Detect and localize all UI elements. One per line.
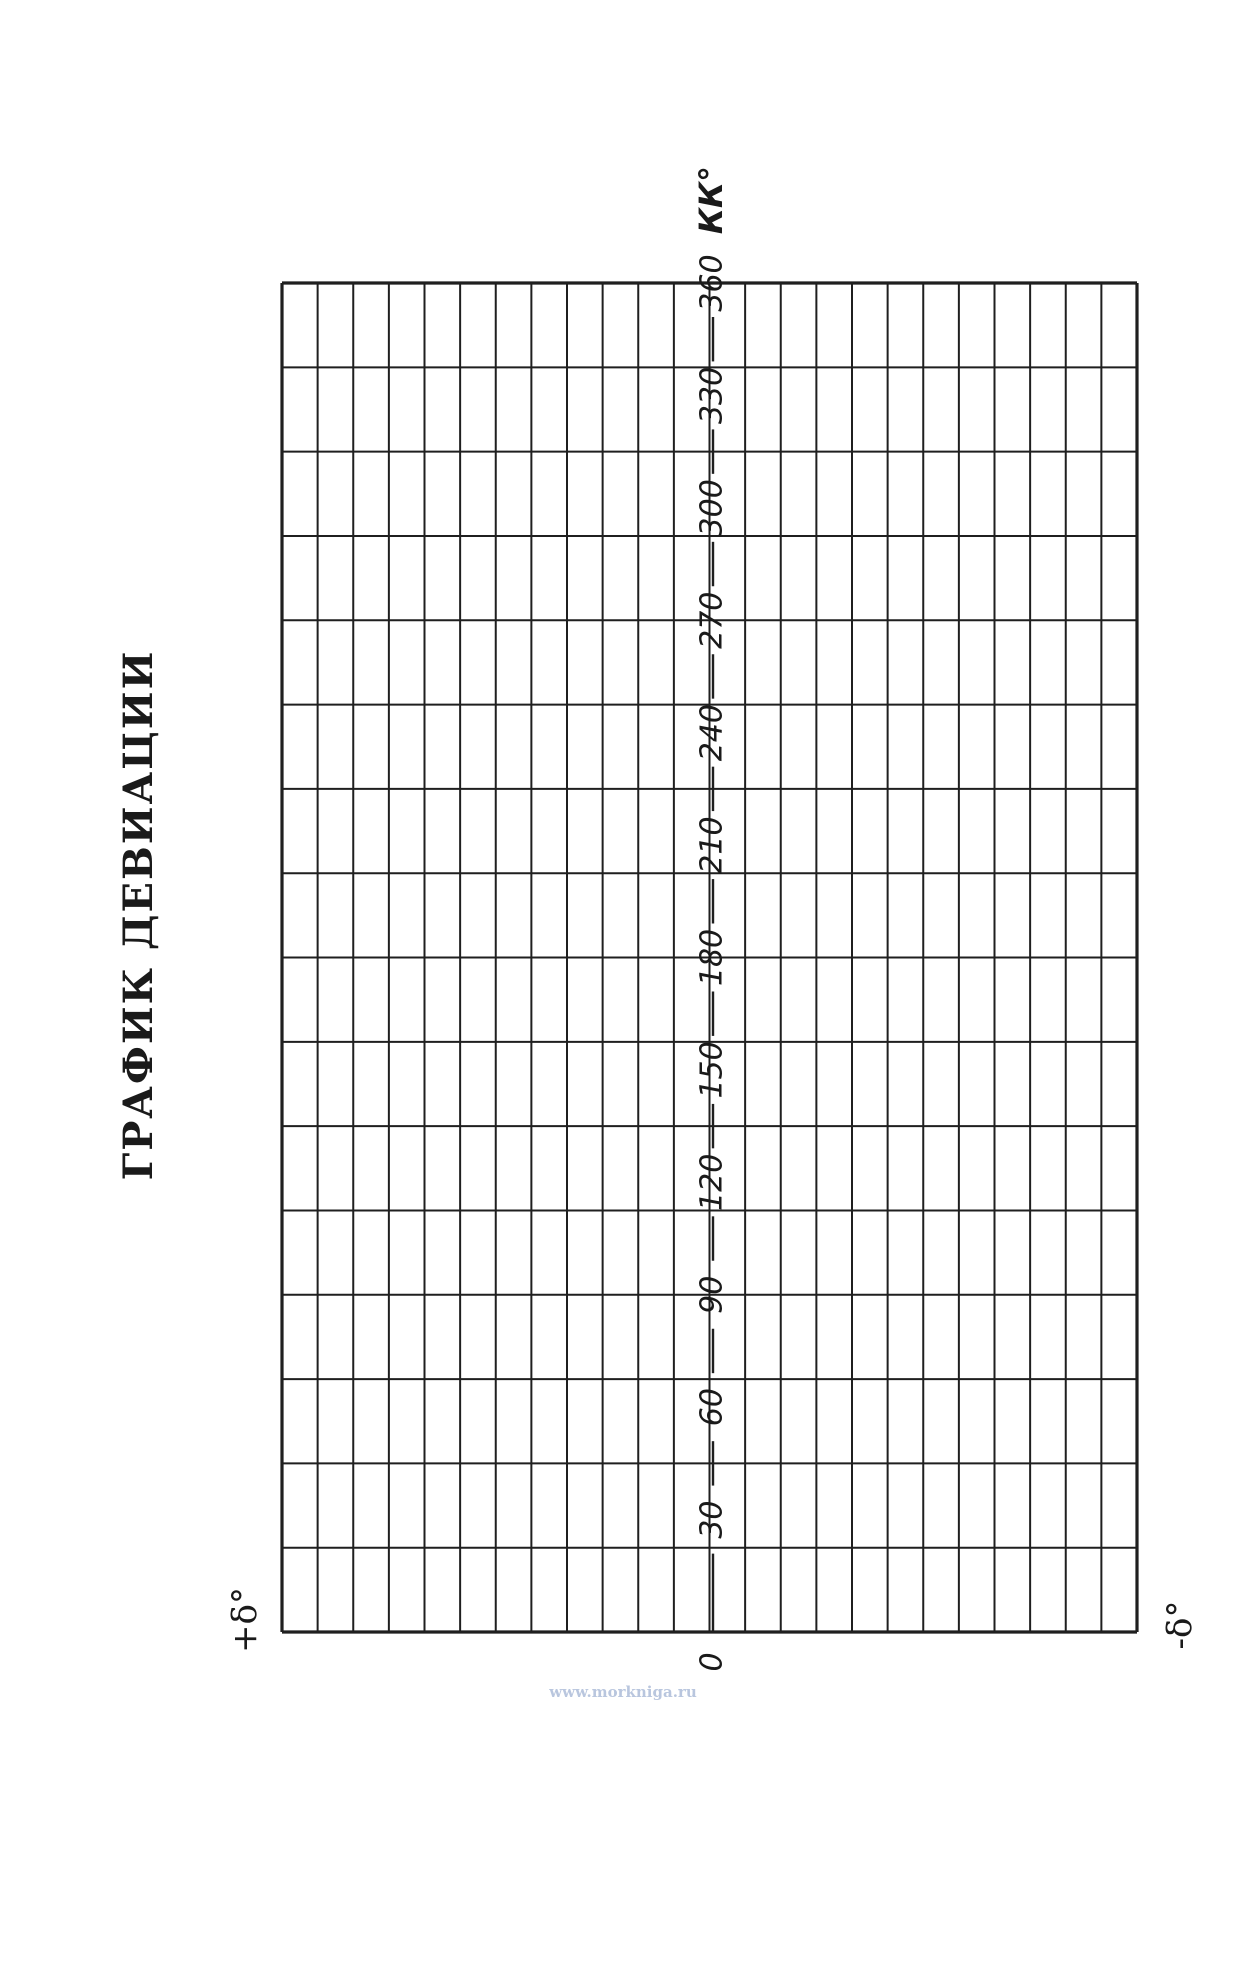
tick-label: 0: [694, 1652, 730, 1672]
positive-deviation-label: +δ°: [225, 1587, 265, 1653]
chart-title: ГРАФИК ДЕВИАЦИИ: [115, 649, 162, 1181]
tick-label: 180: [694, 928, 730, 987]
tick-label: 150: [694, 1041, 730, 1099]
tick-label: 210: [694, 816, 730, 874]
tick-label: 270: [694, 591, 730, 649]
tick-label: 240: [694, 704, 730, 762]
tick-label: 90: [694, 1275, 730, 1314]
tick-label: 330: [694, 366, 730, 425]
tick-label: 60: [694, 1388, 730, 1427]
tick-label: 360: [694, 254, 730, 312]
negative-deviation-label: -δ°: [1160, 1600, 1200, 1650]
tick-label: 30: [694, 1500, 730, 1539]
tick-label: 300: [694, 479, 730, 537]
x-axis-label: КК°: [692, 165, 730, 235]
tick-label: 120: [694, 1153, 730, 1211]
watermark: www.morkniga.ru: [549, 1683, 697, 1701]
